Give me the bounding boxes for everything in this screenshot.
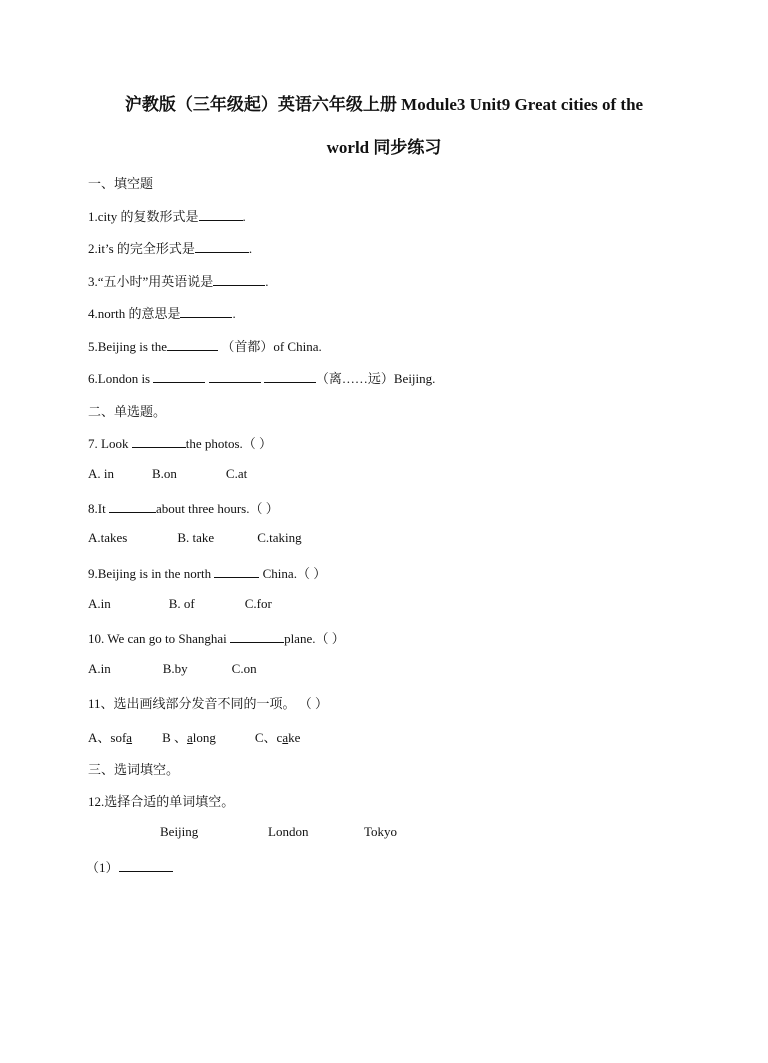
option-a[interactable]: A. in: [88, 466, 114, 481]
question-2: 2.it’s 的完全形式是 .: [88, 241, 253, 256]
answer-blank[interactable]: [119, 860, 173, 872]
section-heading-single-choice: 二、单选题。: [88, 404, 167, 419]
answer-blank[interactable]: [264, 371, 316, 383]
question-6-text: 6.London is: [88, 371, 154, 386]
question-7-text: 7. Look: [88, 436, 132, 451]
option-c[interactable]: C.on: [231, 661, 257, 676]
question-5-text: 5.Beijing is the: [88, 339, 168, 354]
question-10: 10. We can go to Shanghai plane.（ ）: [88, 631, 345, 646]
question-9-text: 9.Beijing is in the north: [88, 566, 215, 581]
section-heading-fill-in: 一、填空题: [88, 176, 154, 191]
worksheet-title-line2: world 同步练习: [326, 138, 442, 157]
option-c[interactable]: C、cake: [254, 730, 301, 745]
option-b[interactable]: B 、along: [162, 730, 216, 745]
word-bank-item: London: [268, 824, 309, 839]
answer-blank[interactable]: [180, 306, 232, 318]
question-9: 9.Beijing is in the north China.（ ）: [88, 566, 327, 581]
question-12: 12.选择合适的单词填空。: [88, 794, 235, 809]
question-5: 5.Beijing is the （首都）of China.: [88, 339, 322, 354]
option-c[interactable]: C.for: [244, 596, 272, 611]
option-b[interactable]: B. take: [177, 530, 215, 545]
question-3-text: 3.“五小时”用英语说是: [88, 274, 214, 289]
option-a[interactable]: A.in: [88, 596, 111, 611]
answer-blank[interactable]: [213, 274, 265, 286]
word-bank-item: Beijing: [160, 824, 199, 839]
option-c[interactable]: C.taking: [257, 530, 302, 545]
option-a[interactable]: A.in: [88, 661, 111, 676]
question-3: 3.“五小时”用英语说是 .: [88, 274, 269, 289]
question-6: 6.London is （离……远）Beijing.: [88, 371, 436, 386]
answer-blank[interactable]: [230, 631, 284, 643]
question-11-options: [88, 727, 300, 746]
question-1: 1.city 的复数形式是 .: [88, 209, 246, 224]
answer-blank[interactable]: [199, 209, 243, 221]
answer-blank[interactable]: [167, 339, 218, 351]
question-4-text: 4.north 的意思是: [88, 306, 181, 321]
question-4: 4.north 的意思是 .: [88, 306, 236, 321]
question-7-options: [88, 466, 247, 482]
question-10-options: [88, 661, 257, 677]
option-b[interactable]: B.by: [162, 661, 188, 676]
answer-blank[interactable]: [195, 241, 249, 253]
question-1-text: 1.city 的复数形式是: [88, 209, 199, 224]
option-b[interactable]: B. of: [168, 596, 195, 611]
answer-blank[interactable]: [153, 371, 205, 383]
option-a[interactable]: A.takes: [88, 530, 128, 545]
answer-blank[interactable]: [132, 436, 186, 448]
question-7: 7. Look the photos.（ ）: [88, 436, 273, 451]
option-b[interactable]: B.on: [152, 466, 177, 481]
question-8-options: [88, 530, 302, 546]
question-11: 11、选出画线部分发音不同的一项。 （ ）: [88, 696, 329, 711]
option-c[interactable]: C.at: [225, 466, 248, 481]
question-2-text: 2.it’s 的完全形式是: [88, 241, 195, 256]
answer-blank[interactable]: [214, 566, 259, 578]
question-8: 8.It about three hours.（ ）: [88, 501, 279, 516]
question-12-sub1: （1）: [86, 857, 173, 876]
answer-blank[interactable]: [209, 371, 261, 383]
answer-blank[interactable]: [109, 501, 156, 513]
question-10-text: 10. We can go to Shanghai: [88, 631, 231, 646]
section-heading-word-choice: 三、选词填空。: [88, 762, 180, 777]
question-9-options: [88, 596, 272, 612]
question-8-text: 8.It: [88, 501, 109, 516]
word-bank-item: Tokyo: [364, 824, 398, 839]
option-a[interactable]: A、sofa: [88, 730, 133, 745]
worksheet-title-line1: 沪教版（三年级起）英语六年级上册 Module3 Unit9 Great cities of the: [124, 95, 644, 114]
